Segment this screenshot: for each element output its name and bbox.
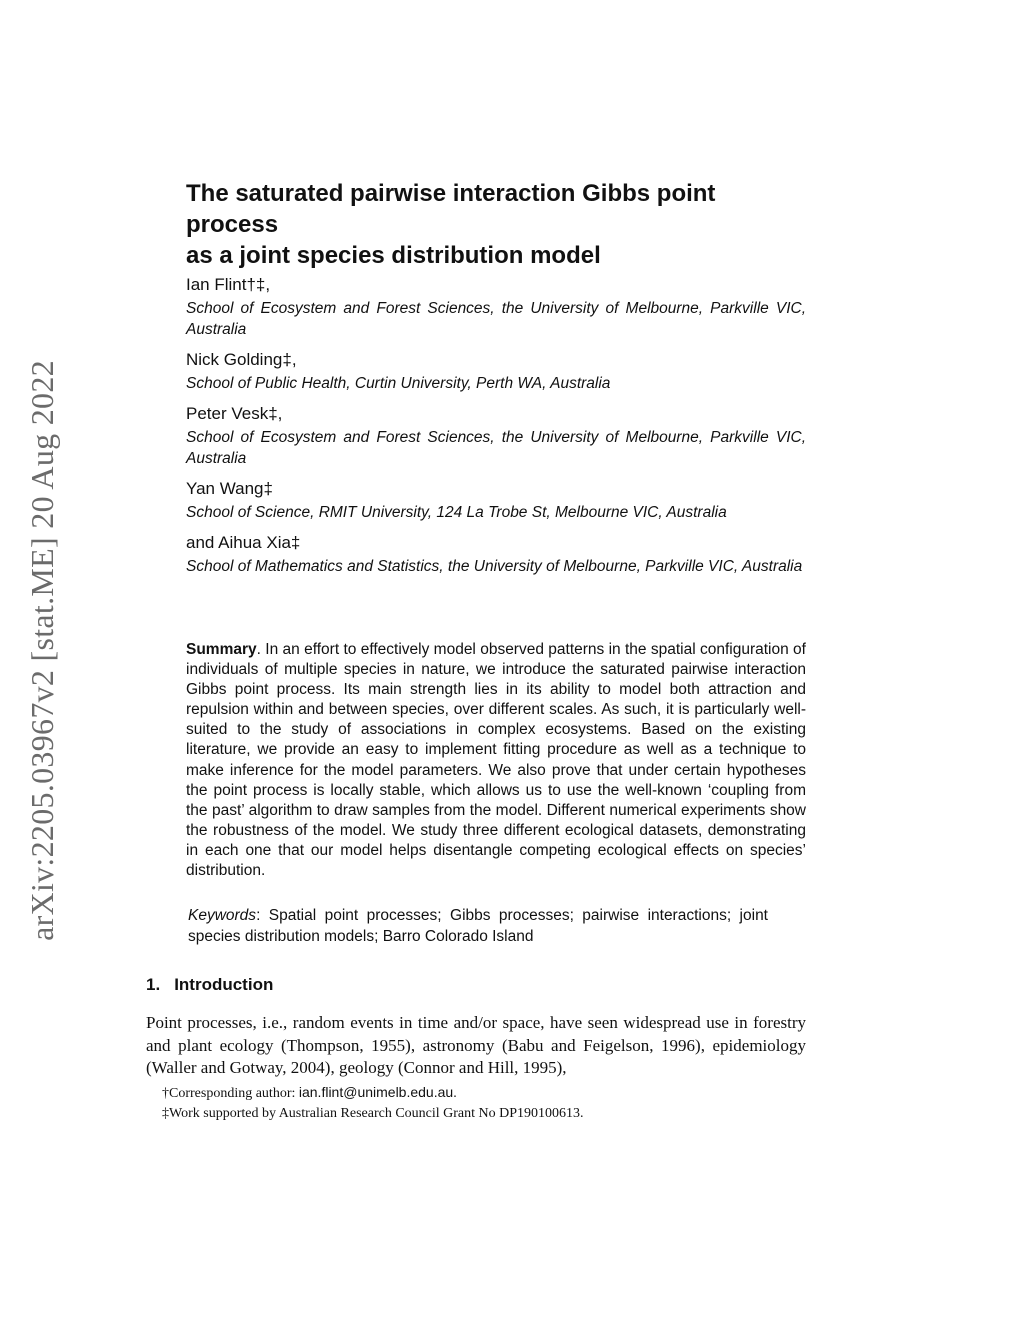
summary-paragraph [186, 640, 806, 881]
intro-paragraph: Point processes, i.e., random events in time and/or space, have seen widespread use in forestry and plant ecology (Thompson, 1955), astronomy (Babu and Feigelson, 1996), epidemiology (Waller and Gotway, 2004), geology (Connor and Hill, 1995), [146, 1013, 806, 1077]
author-list [186, 274, 806, 586]
title-line-1: The saturated pairwise interaction Gibbs point process [186, 180, 716, 238]
footnotes [162, 1082, 802, 1124]
summary-label: Summary [186, 641, 257, 658]
author-email-link[interactable]: ian.flint@unimelb.edu.au [298, 1084, 454, 1100]
author-name: Peter Vesk‡, [186, 404, 283, 423]
author-name: Ian Flint†‡, [186, 275, 271, 294]
keywords-label: Keywords [188, 907, 257, 924]
keywords-paragraph [188, 906, 768, 947]
section-heading [146, 975, 273, 995]
author-affiliation: School of Mathematics and Statistics, the University of Melbourne, Parkville VIC, Australia [186, 558, 803, 575]
section-title: Introduction [174, 975, 274, 994]
keywords-text: : Spatial point processes; Gibbs processes; pairwise interactions; joint species distribution models; Barro Colorado Island [188, 907, 768, 945]
footnote-corresponding-suffix: . [453, 1086, 457, 1101]
arxiv-watermark [20, 340, 64, 960]
footnote-corresponding [162, 1082, 802, 1104]
author-affiliation: School of Ecosystem and Forest Sciences, the University of Melbourne, Parkville VIC, Australia [186, 300, 806, 338]
author-affiliation: School of Public Health, Curtin University, Perth WA, Australia [186, 375, 611, 392]
footnote-funding: ‡Work supported by Australian Research Council Grant No DP190100613. [162, 1106, 584, 1121]
paper-title [186, 178, 806, 271]
title-line-2: as a joint species distribution model [186, 242, 601, 269]
author-name: and Aihua Xia‡ [186, 533, 301, 552]
author-name: Yan Wang‡ [186, 479, 273, 498]
author-name: Nick Golding‡, [186, 350, 297, 369]
footnote-corresponding-prefix: †Corresponding author: [162, 1086, 299, 1101]
author-affiliation: School of Ecosystem and Forest Sciences, the University of Melbourne, Parkville VIC, Australia [186, 429, 806, 467]
section-number: 1. [146, 975, 161, 994]
summary-text: . In an effort to effectively model observed patterns in the spatial configuration of individuals of multiple species in nature, we introduce the saturated pairwise interaction Gibbs point process. Its main strength lies in its ability to model both attraction and repulsion within and between species, over different scales. As such, it is particularly well-suited to the study of associations in complex ecosystems. Based on the existing literature, we provide an easy to implement fitting procedure as well as a technique to make inference for the model parameters. We also prove that under certain hypotheses the point process is locally stable, which allows us to use the well-known ‘coupling from the past’ algorithm to draw samples from the model. Different numerical experiments show the robustness of the model. We study three different ecological datasets, demonstrating in each one that our model helps disentangle competing ecological effects on species’ distribution. [186, 641, 806, 880]
author-affiliation: School of Science, RMIT University, 124 La Trobe St, Melbourne VIC, Australia [186, 504, 727, 521]
arxiv-identifier: arXiv:2205.03967v2 [stat.ME] 20 Aug 2022 [23, 359, 60, 941]
